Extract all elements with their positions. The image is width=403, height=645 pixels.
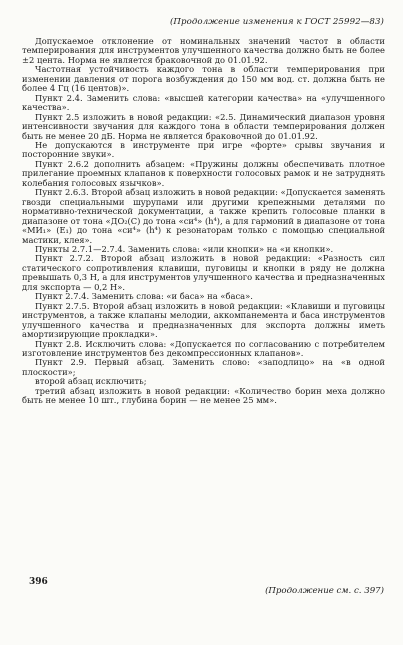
- continuation-header: (Продолжение изменения к ГОСТ 25992—83): [169, 17, 384, 27]
- paragraph-item-2-5: Пункт 2.5 изложить в новой редакции: «2.5. Динамический диапазон уровня интенсивности звучания для каждого тона в области темперирования должен быть не менее 20 дБ. Норма не является браковочной до 01.01.92.: [22, 111, 385, 141]
- paragraph-frequency-deviation: Допускаемое отклонение от номинальных значений частот в области темперирования для инструментов улучшенного качества должно быть не более ±2 цента. Норма не является браковочной до 01.01.92.: [22, 36, 385, 65]
- paragraph-item-2-7-4: Пункт 2.7.4. Заменить слова: «и баса» на «баса».: [35, 291, 253, 302]
- document-body: [22, 37, 385, 406]
- paragraph-third-abzac: третий абзац изложить в новой редакции: «Количество борин меха должно быть не менее 10 шт., глубина борин — не менее 25 мм».: [22, 385, 385, 406]
- paragraph-item-2-6-3: Пункт 2.6.3. Второй абзац изложить в новой редакции: «Допускается заменять гвозди специальными шурупами или другими крепежными деталями по нормативно-технической документации, а также крепить голосовые планки в диапазоне от тона «ДО₂(С) до тона «си⁴» (h⁴), а для гармоний в диапазоне от тона «МИ₁» (E₁) до тона «си⁴» (h⁴) к резонаторам только с помощью специальной мастики, клея».: [22, 187, 385, 245]
- paragraph-item-2-9: Пункт 2.9. Первый абзац. Заменить слово: «заподлицо» на «в одной плоскости»;: [22, 357, 385, 377]
- paragraph-items-2-7-1-to-2-7-4: Пункты 2.7.1—2.7.4. Заменить слова: «или кнопки» на «и кнопки».: [35, 243, 334, 254]
- continuation-footer: (Продолжение см. с. 397): [265, 586, 384, 596]
- paragraph-item-2-7-2: Пункт 2.7.2. Второй абзац изложить в новой редакции: «Разность сил статического сопротивления клавиши, пуговицы и кнопки в ряду не должна превышать 0,3 Н, а для инструментов улучшенного качества и предназначенных для экспорта — 0,2 Н».: [22, 253, 385, 292]
- paragraph-item-2-7-5: Пункт 2.7.5. Второй абзац изложить в новой редакции: «Клавиши и пуговицы инструментов, а также клапаны мелодии, аккомпанемента и баса инструментов улучшенного качества и предназначенных для экспорта должны иметь амортизирующие прокладки».: [22, 300, 385, 340]
- paragraph-item-2-4: Пункт 2.4. Заменить слова: «высшей категории качества» на «улучшенного качества».: [22, 92, 385, 113]
- paragraph-item-2-6-2: Пункт 2.6.2 дополнить абзацем: «Пружины должны обеспечивать плотное прилегание проемных клапанов к поверхности голосовых рамок и не затруднять колебания голосовых язычков».: [22, 158, 385, 188]
- paragraph-frequency-stability: Частотная устойчивость каждого тона в области темперирования при изменении давления от порога возбуждения до 150 мм вод. ст. должна быть не более 4 Гц (16 центов)».: [22, 64, 385, 94]
- paragraph-second-abzac: второй абзац исключить;: [35, 376, 147, 387]
- page-number: 396: [29, 577, 48, 587]
- paragraph-item-2-8: Пункт 2.8. Исключить слова: «Допускается по согласованию с потребителем изготовление инструментов без декомпрессионных клапанов».: [22, 338, 385, 358]
- paragraph-forte: Не допускаются в инструменте при игре «форте» срывы звучания и посторонние звуки».: [22, 139, 385, 160]
